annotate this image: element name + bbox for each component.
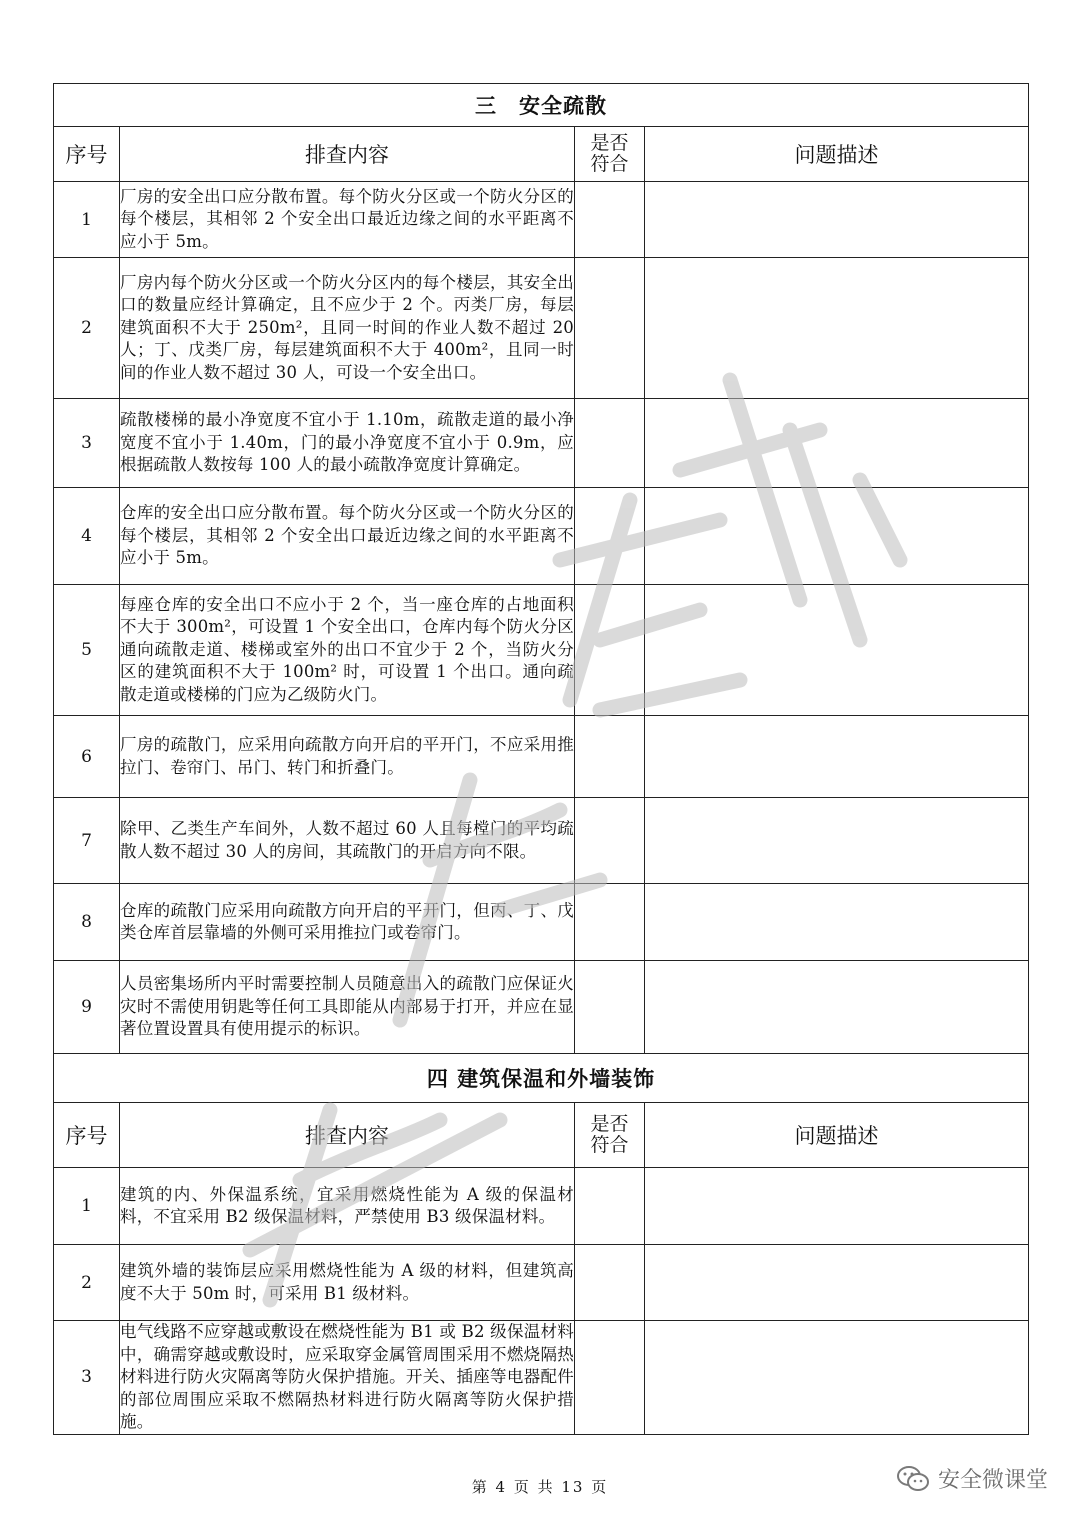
row-content: 每座仓库的安全出口不应小于 2 个，当一座仓库的占地面积不大于 300m²，可设置 1 个安全出口，仓库内每个防火分区通向疏散走道、楼梯或室外的出口不宜少于 2 个，当防火分区的建筑面积不大于 100m² 时，可设置 1 个出口。通向疏散走道或楼梯的门应为乙级防火门。 [120,585,575,716]
wechat-label: 安全微课堂 [937,1468,1048,1493]
comply-cell[interactable] [575,585,645,716]
header-comply [575,127,645,182]
header-issue: 问题描述 [645,127,1029,182]
issue-cell[interactable] [645,1245,1029,1321]
row-content: 仓库的疏散门应采用向疏散方向开启的平开门，但丙、丁、戊类仓库首层靠墙的外侧可采用推拉门或卷帘门。 [120,884,575,961]
row-content: 仓库的安全出口应分散布置。每个防火分区或一个防火分区的每个楼层，其相邻 2 个安全出口最近边缘之间的水平距离不应小于 5m。 [120,488,575,585]
row-content: 人员密集场所内平时需要控制人员随意出入的疏散门应保证火灾时不需使用钥匙等任何工具即能从内部易于打开，并应在显著位置设置具有使用提示的标识。 [120,961,575,1054]
section-title-row [54,84,1029,127]
table-row [54,399,1029,488]
table-row [54,716,1029,798]
issue-cell[interactable] [645,488,1029,585]
row-number: 4 [54,488,120,585]
page-footer: 第 4 页 共 13 页 [471,1478,609,1496]
row-content: 厂房的安全出口应分散布置。每个防火分区或一个防火分区的每个楼层，其相邻 2 个安全出口最近边缘之间的水平距离不应小于 5m。 [120,182,575,258]
row-number: 2 [54,1245,120,1321]
table-row [54,488,1029,585]
header-row [54,127,1029,182]
comply-cell[interactable] [575,884,645,961]
issue-cell[interactable] [645,182,1029,258]
header-row [54,1103,1029,1168]
wechat-badge [896,1463,1048,1494]
comply-cell[interactable] [575,716,645,798]
table-row [54,798,1029,884]
row-number: 7 [54,798,120,884]
row-content: 厂房的疏散门，应采用向疏散方向开启的平开门，不应采用推拉门、卷帘门、吊门、转门和折叠门。 [120,716,575,798]
issue-cell[interactable] [645,798,1029,884]
issue-cell[interactable] [645,258,1029,399]
comply-cell[interactable] [575,182,645,258]
table-row [54,585,1029,716]
section-title: 四 建筑保温和外墙装饰 [54,1054,1029,1103]
header-comply-line2: 符合 [590,153,629,175]
row-content: 疏散楼梯的最小净宽度不宜小于 1.10m，疏散走道的最小净宽度不宜小于 1.40m，门的最小净宽度不宜小于 0.9m，应根据疏散人数按每 100 人的最小疏散净宽度计算确定。 [120,399,575,488]
header-no: 序号 [54,1103,120,1168]
section-title-row [54,1054,1029,1103]
table-row [54,1245,1029,1321]
row-content: 建筑外墙的装饰层应采用燃烧性能为 A 级的材料，但建筑高度不大于 50m 时，可采用 B1 级材料。 [120,1245,575,1321]
row-number: 3 [54,399,120,488]
section-title: 三 安全疏散 [54,84,1029,127]
issue-cell[interactable] [645,1168,1029,1245]
comply-cell[interactable] [575,258,645,399]
row-number: 8 [54,884,120,961]
row-number: 3 [54,1321,120,1435]
issue-cell[interactable] [645,1321,1029,1435]
comply-cell[interactable] [575,1168,645,1245]
row-content: 厂房内每个防火分区或一个防火分区内的每个楼层，其安全出口的数量应经计算确定，且不应少于 2 个。丙类厂房，每层建筑面积不大于 250m²，且同一时间的作业人数不超过 20 人；丁、戊类厂房，每层建筑面积不大于 400m²，且同一时间的作业人数不超过 30 人，可设一个安全出口。 [120,258,575,399]
comply-cell[interactable] [575,961,645,1054]
row-number: 2 [54,258,120,399]
issue-cell[interactable] [645,585,1029,716]
issue-cell[interactable] [645,399,1029,488]
row-content: 除甲、乙类生产车间外，人数不超过 60 人且每樘门的平均疏散人数不超过 30 人的房间，其疏散门的开启方向不限。 [120,798,575,884]
header-comply-line1: 是否 [590,1113,629,1135]
row-number: 1 [54,1168,120,1245]
header-issue: 问题描述 [645,1103,1029,1168]
table-row [54,961,1029,1054]
issue-cell[interactable] [645,884,1029,961]
issue-cell[interactable] [645,961,1029,1054]
inspection-table [53,83,1029,1435]
header-content: 排查内容 [120,127,575,182]
table-row [54,258,1029,399]
comply-cell[interactable] [575,399,645,488]
comply-cell[interactable] [575,488,645,585]
comply-cell[interactable] [575,798,645,884]
comply-cell[interactable] [575,1245,645,1321]
row-number: 9 [54,961,120,1054]
header-comply-line1: 是否 [590,132,629,154]
comply-cell[interactable] [575,1321,645,1435]
issue-cell[interactable] [645,716,1029,798]
header-content: 排查内容 [120,1103,575,1168]
row-number: 5 [54,585,120,716]
header-comply-line2: 符合 [590,1134,629,1156]
table-row [54,182,1029,258]
row-content: 建筑的内、外保温系统，宜采用燃烧性能为 A 级的保温材料，不宜采用 B2 级保温材料，严禁使用 B3 级保温材料。 [120,1168,575,1245]
wechat-icon [896,1465,930,1493]
table-row [54,1168,1029,1245]
row-number: 1 [54,182,120,258]
row-number: 6 [54,716,120,798]
header-comply [575,1103,645,1168]
table-row [54,884,1029,961]
table-row [54,1321,1029,1435]
header-no: 序号 [54,127,120,182]
row-content: 电气线路不应穿越或敷设在燃烧性能为 B1 或 B2 级保温材料中，确需穿越或敷设时，应采取穿金属管周围采用不燃烧隔热材料进行防火灾隔离等防火保护措施。开关、插座等电器配件的部位周围应采取不燃隔热材料进行防火隔离等防火保护措施。 [120,1321,575,1435]
